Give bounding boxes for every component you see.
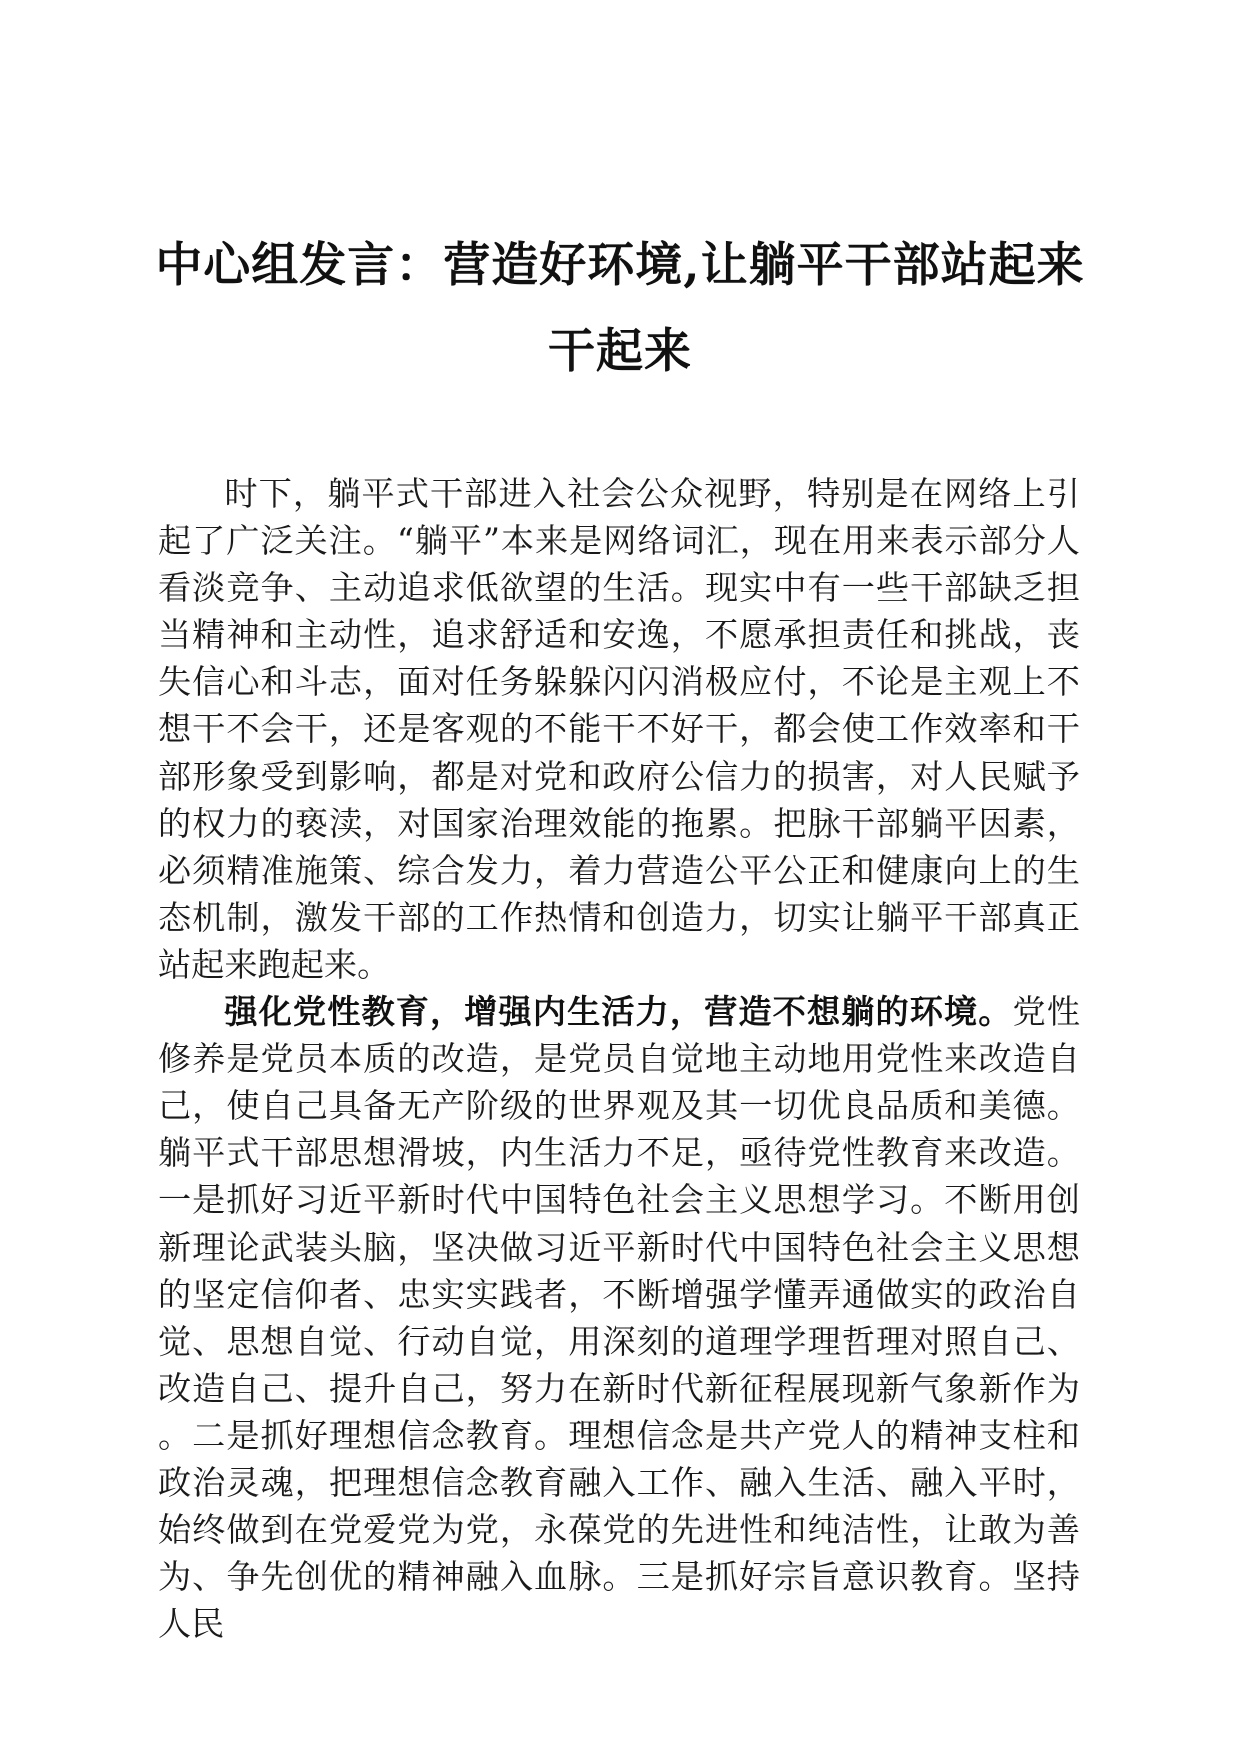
title-line-1: 中心组发言：营造好环境,让躺平干部站起来 — [155, 238, 1085, 293]
document-body — [158, 470, 1080, 1647]
title-line-2: 干起来 — [548, 324, 692, 379]
paragraph-lead: 强化党性教育，增强内生活力，营造不想躺的环境。 — [224, 992, 1013, 1032]
paragraph-text: 党性修养是党员本质的改造，是党员自觉地主动地用党性来改造自己，使自己具备无产阶级的世界观及其一切优良品质和美德。躺平式干部思想滑坡，内生活力不足，亟待党性教育来改造。一是抓好习近平新时代中国特色社会主义思想学习。不断用创新理论武装头脑，坚决做习近平新时代中国特色社会主义思想的坚定信仰者、忠实实践者，不断增强学懂弄通做实的政治自觉、思想自觉、行动自觉，用深刻的道理学理哲理对照自己、改造自己、提升自己，努力在新时代新征程展现新气象新作为。二是抓好理想信念教育。理想信念是共产党人的精神支柱和政治灵魂，把理想信念教育融入工作、融入生活、融入平时，始终做到在党爱党为党，永葆党的先进性和纯洁性，让敢为善为、争先创优的精神融入血脉。三是抓好宗旨意识教育。坚持人民 — [158, 992, 1081, 1644]
page-title — [150, 223, 1090, 395]
paragraph-party-education — [158, 988, 1080, 1647]
paragraph-text: 时下，躺平式干部进入社会公众视野，特别是在网络上引起了广泛关注。“躺平”本来是网络词汇，现在用来表示部分人看淡竞争、主动追求低欲望的生活。现实中有一些干部缺乏担当精神和主动性，追求舒适和安逸，不愿承担责任和挑战，丧失信心和斗志，面对任务躲躲闪闪消极应付，不论是主观上不想干不会干，还是客观的不能干不好干，都会使工作效率和干部形象受到影响，都是对党和政府公信力的损害，对人民赋予的权力的亵渎，对国家治理效能的拖累。把脉干部躺平因素，必须精准施策、综合发力，着力营造公平公正和健康向上的生态机制，激发干部的工作热情和创造力，切实让躺平干部真正站起来跑起来。 — [158, 474, 1080, 984]
paragraph-intro — [158, 470, 1080, 988]
